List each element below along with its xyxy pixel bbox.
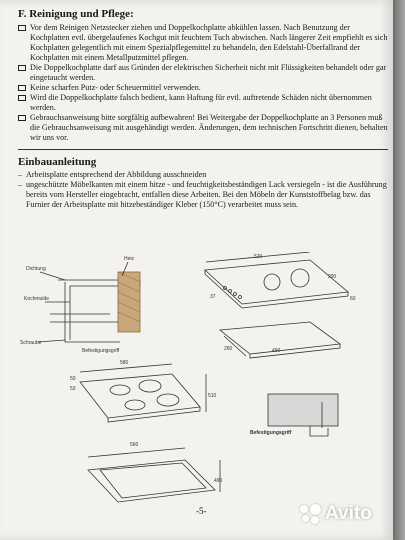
fig1-label: Kochmulde — [24, 296, 50, 302]
hob-topview-figure — [205, 252, 348, 308]
einbau-title: Einbauanleitung — [18, 156, 97, 168]
fig4-label: 50 — [70, 376, 76, 382]
dash-bullet: – — [18, 170, 23, 179]
fig2-label: 37 — [210, 294, 216, 300]
text-content — [18, 8, 388, 210]
checkbox-icon — [18, 25, 26, 31]
list-item: Keine scharfen Putz- oder Scheuermittel verwenden. — [18, 83, 388, 93]
fig1-label: Heiz — [124, 256, 135, 262]
installation-drawings — [10, 252, 390, 510]
fig3-label: 260 — [224, 346, 233, 352]
fig2-label: 290 — [328, 274, 337, 280]
fig3-label: 490 — [272, 348, 281, 354]
list-item: – ungeschützte Möbelkanten mit einem hitze - und feuchtigkeitsbeständigen Lack versiegeln - ist die Ausführung bereits vom Hersteller eingebracht, entfallen diese Arbeiten. Bei den Möbeln der Kunststoffbelag bzw. das Furnier der Arbeitsplatte mit hitzebeständiger Kleber (150°C) verarbeitet muss sein. — [18, 180, 387, 209]
fig4-label: 53 — [70, 386, 76, 392]
page-number: -5- — [196, 506, 207, 516]
fig5-label: Befestigungsgriff — [250, 430, 292, 436]
divider — [18, 149, 388, 150]
list-item: Vor dem Reinigen Netzstecker ziehen und Doppelkochplatte abkühlen lassen. Nach Benutzung der Kochplatten evtl. übergelaufenes Kochgut mit feuchtem Tuch abwischen. Nach längerer Zeit empfiehlt es sich Kochplatten gelegentlich mit einem Spezialpflegemittel zu behandeln, den Edelstahl-Überfallrand der Kochplatten mit einem Metallputzmittel pflegen. — [18, 23, 388, 63]
list-item: – Arbeitsplatte entsprechend der Abbildung ausschneiden — [18, 170, 207, 179]
list-item: Die Doppelkochplatte darf aus Gründen der elektrischen Sicherheit nicht mit Flüssigkeiten behandelt oder gar eingetaucht werden. — [18, 63, 388, 83]
avito-text: Avito — [325, 503, 372, 524]
checkbox-icon — [18, 95, 26, 101]
section-f-title: F. Reinigung und Pflege: — [18, 8, 134, 20]
page-edge — [393, 0, 405, 540]
fig1-label: Dichtung — [26, 266, 46, 272]
fig4-label: 580 — [120, 360, 129, 366]
cutout-bottom-figure — [88, 448, 220, 502]
fig2-label: 60 — [350, 296, 356, 302]
fig1-label: Schraube — [20, 340, 42, 346]
avito-dots-icon — [300, 504, 322, 524]
checkbox-icon — [18, 65, 26, 71]
fig6-label: 490 — [214, 478, 223, 484]
fig4-label: 510 — [208, 393, 217, 399]
checkbox-icon — [18, 115, 26, 121]
cross-section-figure — [38, 262, 140, 342]
list-item: Gebrauchsanweisung bitte sorgfältig aufbewahren! Bei Weitergabe der Doppelkochplatte an 3 Personen muß die Gebrauchsanweisung mit ausgehändigt werden. Änderungen, dem technischen Fortschritt dienen, behalten wir uns vor. — [18, 113, 388, 143]
fig1-label: Befestigungsgriff — [82, 348, 120, 354]
fig6-label: 560 — [130, 442, 139, 448]
list-item: Wird die Doppelkochplatte falsch bedient, kann Haftung für evtl. auftretende Schäden nicht übernommen werden. — [18, 93, 388, 113]
fig2-label: 520 — [254, 254, 263, 260]
checkbox-icon — [18, 85, 26, 91]
avito-watermark — [300, 503, 372, 525]
hob-four-plates-figure — [80, 364, 206, 422]
dash-bullet: – — [18, 180, 23, 189]
